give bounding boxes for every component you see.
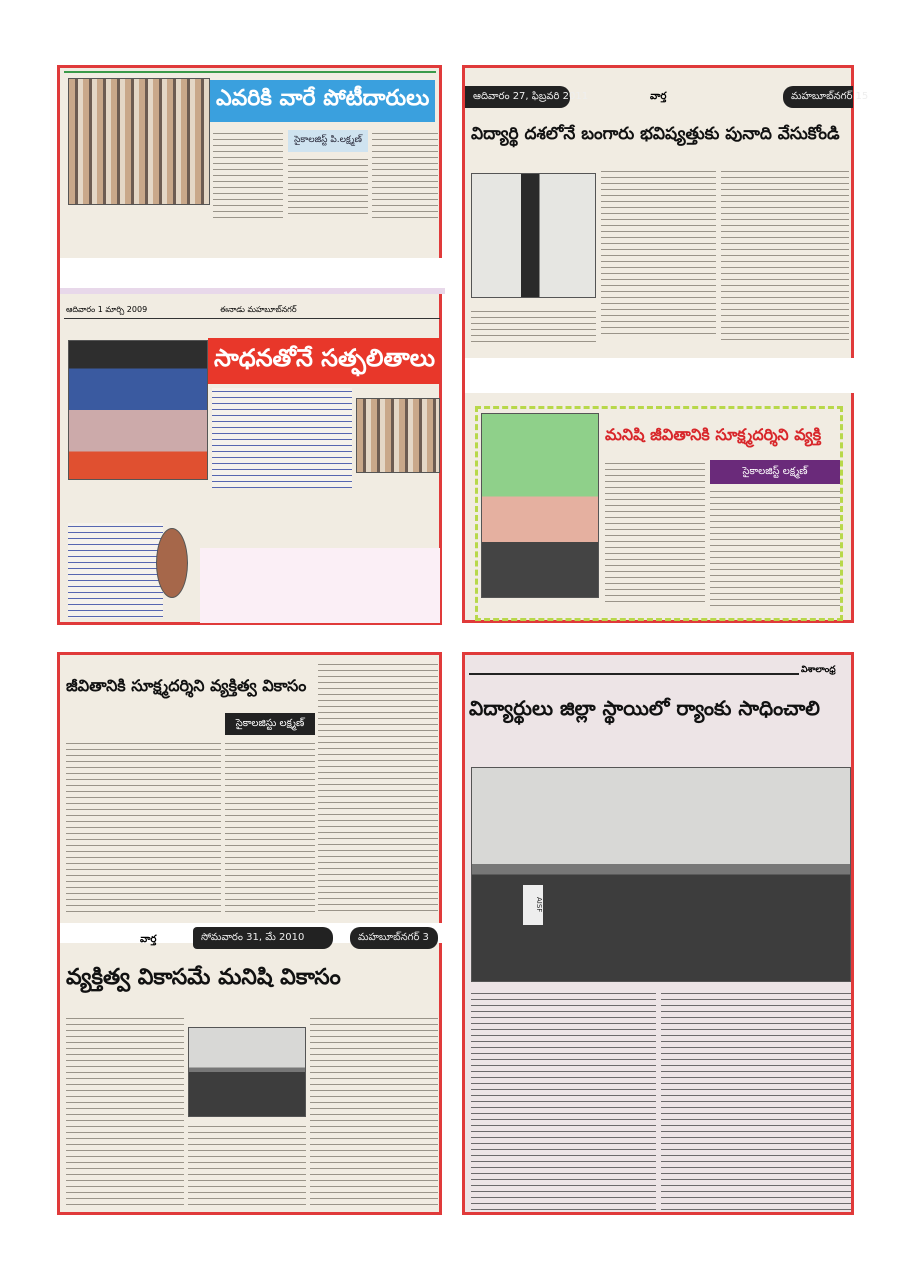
headline: సాధనతోనే సత్ఫలితాలు: [208, 338, 440, 384]
masthead: విశాలాంధ్ర: [801, 665, 836, 675]
byline: సైకాలజిస్ట్ లక్ష్మణ్: [710, 460, 840, 484]
clipping-panel-4: [462, 652, 854, 1215]
photo-crowd: [356, 398, 440, 473]
date-bar: సోమవారం 31, మే 2010: [193, 927, 333, 949]
article-column: [188, 1123, 306, 1210]
blank-area: [200, 583, 440, 623]
gap: [60, 258, 445, 288]
photo-lecture: [188, 1027, 306, 1117]
page-label: మహబూబ్‌నగర్ 15: [783, 86, 853, 108]
article-column: [288, 156, 368, 218]
divider: [469, 673, 799, 675]
article-column: [66, 1015, 184, 1210]
article-column: [721, 168, 849, 343]
article-column: [213, 130, 283, 218]
masthead: ఈనాడు మహబూబ్‌నగర్: [220, 305, 297, 314]
byline: సైకాలజిస్టు లక్ష్మణ్: [225, 713, 315, 735]
article-column: [601, 168, 716, 338]
article-column: [471, 990, 656, 1212]
gap: [465, 358, 857, 393]
article-column: [661, 990, 851, 1212]
date-bar: ఆదివారం 27, ఫిబ్రవరి 2011: [465, 86, 570, 108]
article-column: [372, 130, 438, 218]
article-column: [471, 308, 596, 343]
byline: సైకాలజిస్ట్ పి.లక్ష్మణ్: [288, 130, 368, 152]
headline: మనిషి జీవితానికి సూక్ష్మదర్శిని వ్యక్తి: [605, 424, 822, 444]
clipping-panel-3: [57, 652, 442, 1215]
sidebar-article: [68, 523, 163, 618]
divider: [64, 318, 440, 319]
photo-meeting-hall: [471, 767, 851, 982]
masthead: వార్త: [140, 934, 157, 945]
article-column: [66, 740, 221, 915]
headline: విద్యార్థులు జిల్లా స్థాయిలో ర్యాంకు సాధించాలి: [469, 695, 820, 720]
photo-speaker: [471, 173, 596, 298]
article-column: [318, 661, 438, 915]
headline: వ్యక్తిత్వ వికాసమే మనిషి వికాసం: [66, 965, 341, 990]
divider: [60, 288, 445, 294]
article-column: [225, 740, 315, 915]
clipping-panel-2: [462, 65, 869, 623]
photo-classroom: [481, 413, 599, 598]
masthead: వార్త: [650, 91, 667, 102]
article-column: [710, 488, 840, 608]
photo-audience: [68, 78, 210, 205]
date: ఆదివారం 1 మార్చి 2009: [66, 305, 148, 314]
portrait-photo: [156, 528, 188, 598]
headline: జీవితానికి సూక్ష్మదర్శిని వ్యక్తిత్వ వికాసం: [66, 676, 307, 695]
divider: [64, 71, 436, 73]
article-column: [605, 460, 705, 605]
article-body: [212, 388, 352, 488]
headline: విద్యార్థి దశలోనే బంగారు భవిష్యత్తుకు పునాది వేసుకోండి: [471, 124, 840, 144]
photo-stage: [68, 340, 208, 480]
banner: AISF: [523, 885, 543, 925]
page-label: మహబూబ్‌నగర్ 3: [350, 927, 438, 949]
blank-area: [200, 548, 440, 588]
clipping-panel-1: [57, 65, 442, 625]
headline: ఎవరికి వారే పోటీదారులు: [210, 80, 435, 122]
article-column: [310, 1015, 438, 1210]
